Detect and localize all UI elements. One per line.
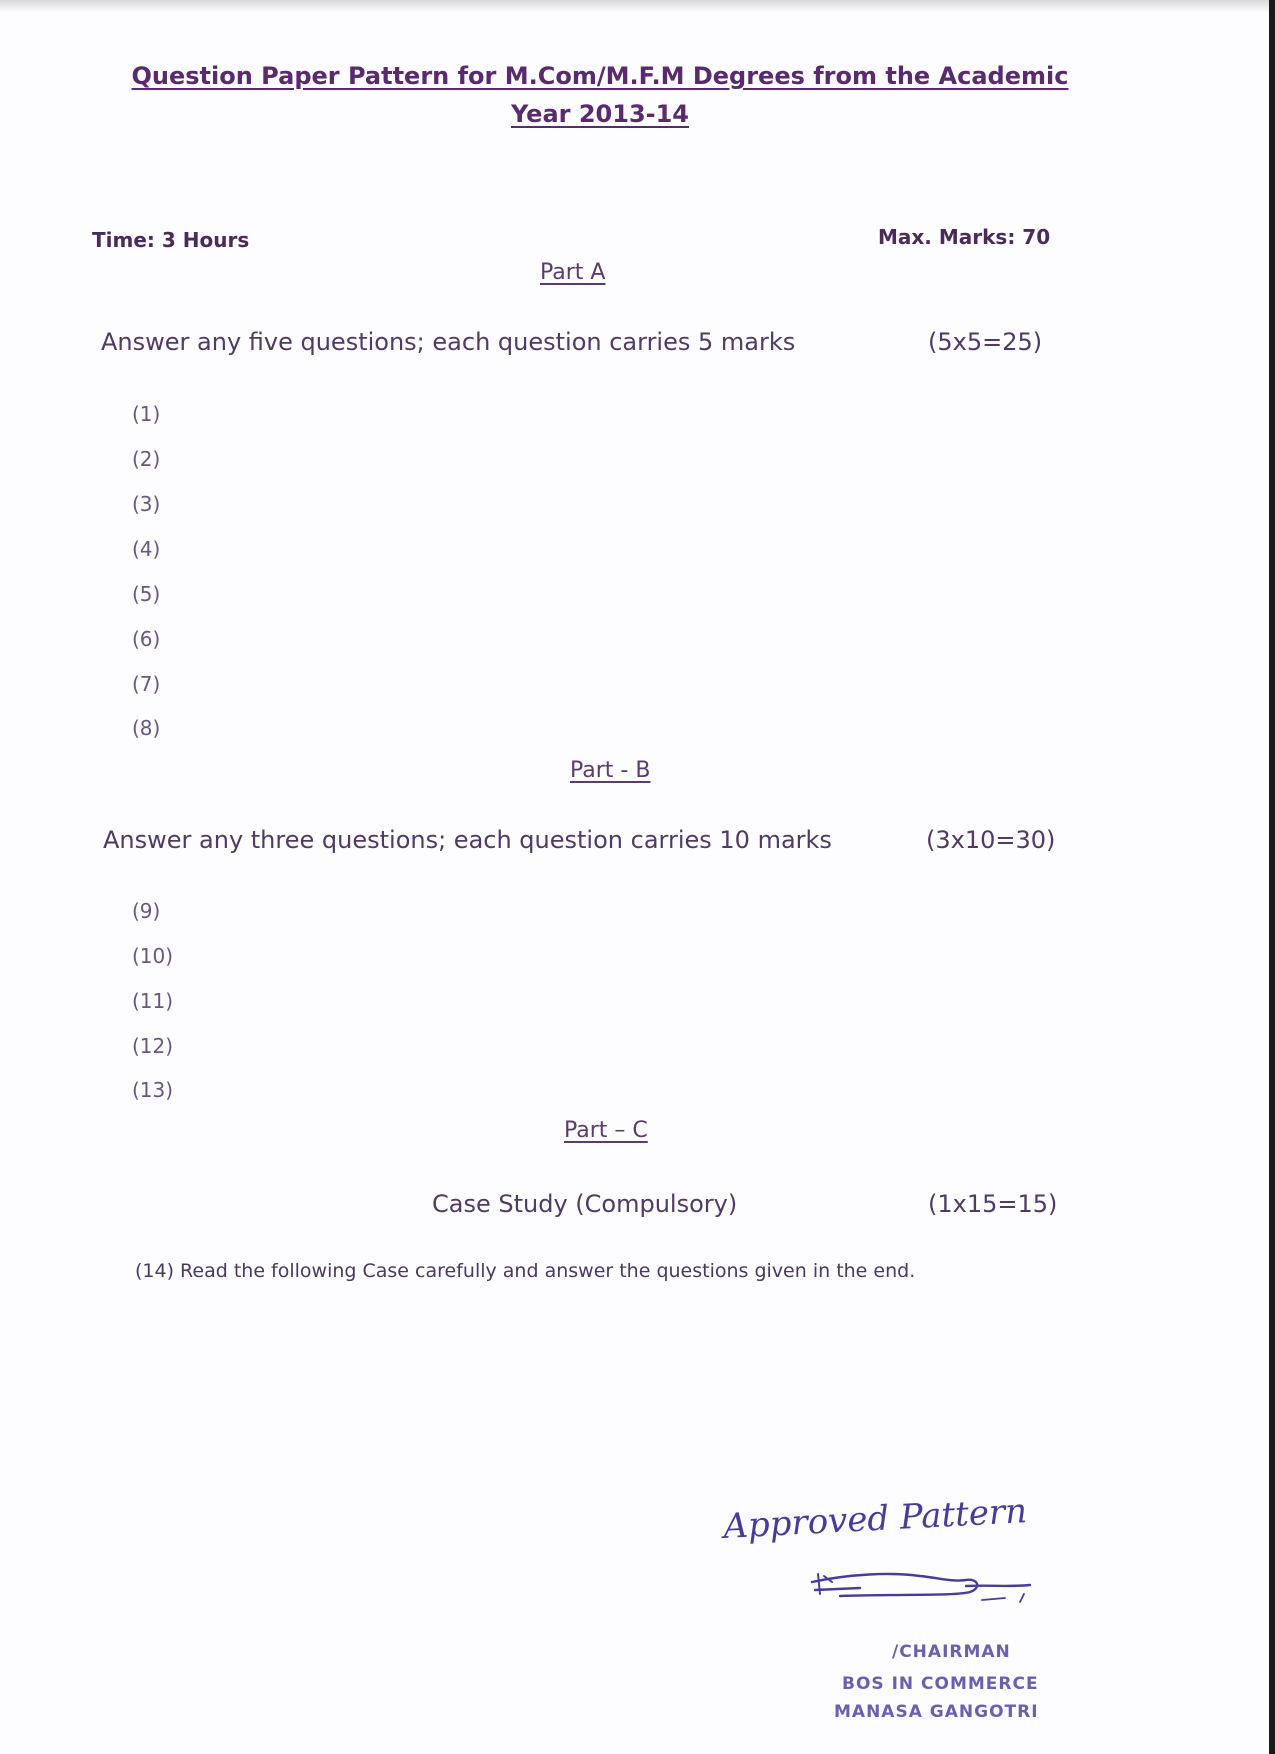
max-marks: Max. Marks: 70 [878,225,1051,249]
part-c-heading: Part – C [564,1118,648,1143]
question-number: (5) [132,582,161,606]
case-study-instruction: (14) Read the following Case carefully and answer the questions given in the end. [135,1260,916,1282]
stamp-line-board: BOS IN COMMERCE [842,1674,1039,1694]
question-number: (13) [132,1078,174,1102]
question-number: (12) [132,1034,174,1058]
part-b-instruction: Answer any three questions; each question carries 10 marks [103,826,832,854]
part-b-heading: Part - B [570,758,651,783]
part-b-marks: (3x10=30) [926,826,1056,854]
stamp-line-chairman: /CHAIRMAN [892,1642,1011,1662]
handwritten-approval-text: Approved Pattern [722,1491,1028,1547]
document-title-line2: Year 2013-14 [511,100,689,128]
part-c-instruction: Case Study (Compulsory) [432,1190,738,1218]
approval-block [720,1490,1140,1754]
part-a-instruction: Answer any five questions; each question carries 5 marks [101,328,796,356]
document-title-line1: Question Paper Pattern for M.Com/M.F.M Degrees from the Academic [131,62,1069,90]
question-number: (7) [132,672,161,696]
question-number: (6) [132,627,161,651]
scan-top-shadow [0,0,1275,12]
scan-right-edge [1269,0,1275,1754]
approved-pattern-handwriting [720,1490,1140,1610]
question-number: (2) [132,447,161,471]
question-number: (3) [132,492,161,516]
part-c-marks: (1x15=15) [928,1190,1058,1218]
question-number: (9) [132,899,161,923]
question-number: (8) [132,716,161,740]
stamp-line-campus: MANASA GANGOTRI [834,1702,1039,1722]
part-a-heading: Part A [540,260,606,285]
exam-duration: Time: 3 Hours [92,228,250,252]
question-number: (10) [132,944,174,968]
signature-scribble [812,1574,1030,1596]
question-number: (11) [132,989,174,1013]
question-number: (1) [132,402,161,426]
part-a-marks: (5x5=25) [928,328,1043,356]
question-number: (4) [132,537,161,561]
